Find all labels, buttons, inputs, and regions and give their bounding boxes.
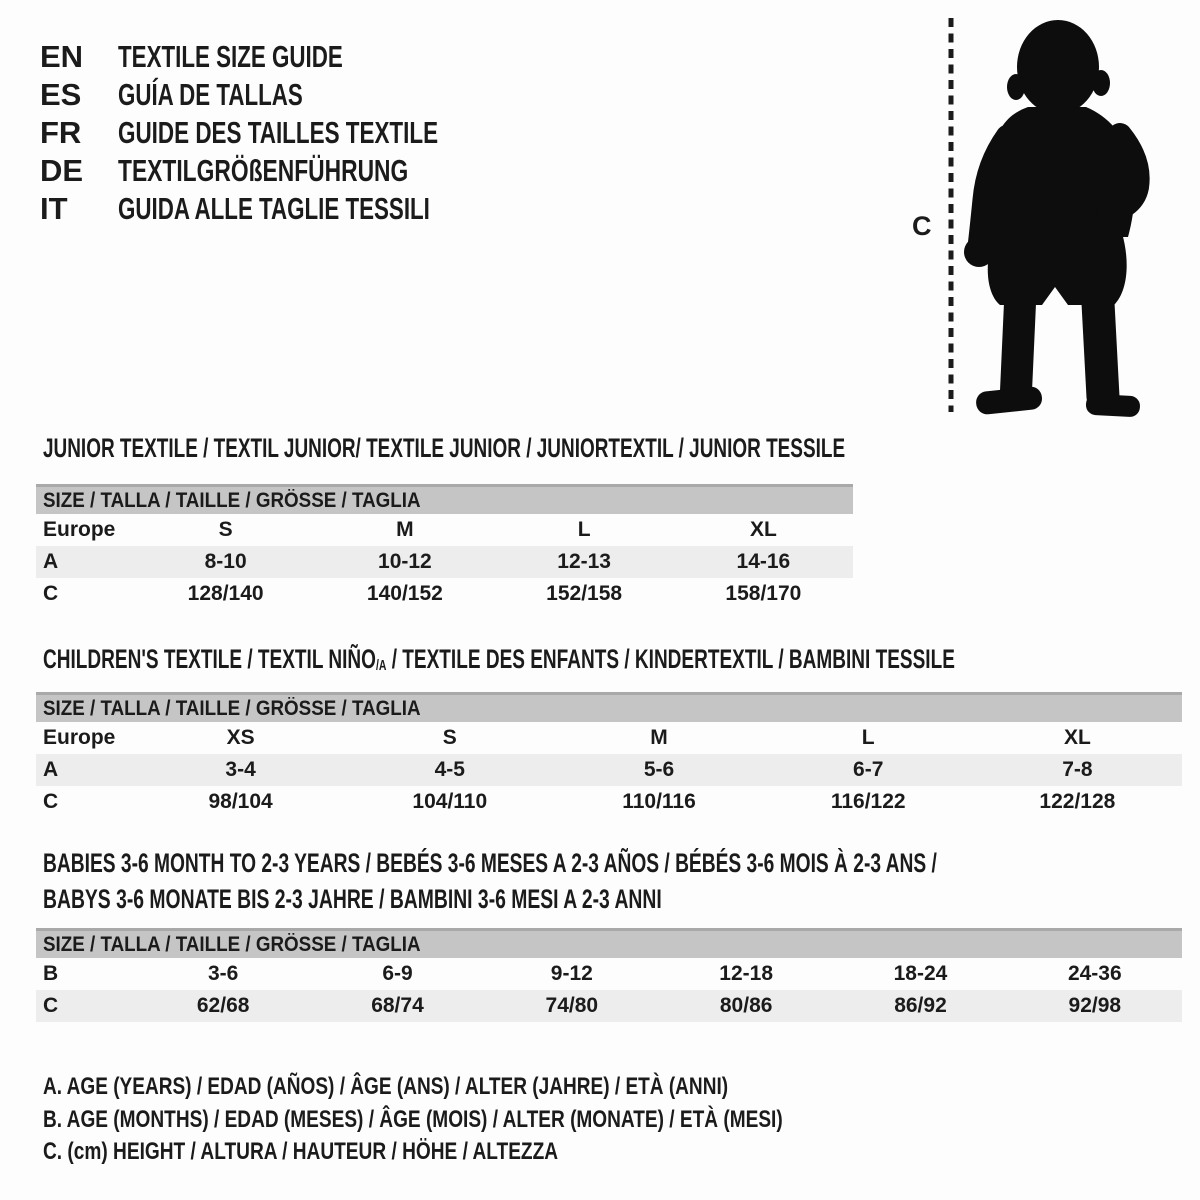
babies-size-table	[36, 928, 1182, 1022]
language-code: DE	[40, 153, 84, 188]
row-label: A	[43, 758, 59, 781]
guide-title-es: GUÍA DE TALLAS	[118, 77, 303, 112]
age-cell: 9-12	[550, 962, 593, 985]
children-size-table	[36, 692, 1182, 818]
legend-line-a: A. AGE (YEARS) / EDAD (AÑOS) / ÂGE (ANS) / ALTER (JAHRE) / ETÀ (ANNI)	[43, 1073, 729, 1100]
age-cell: 14-16	[736, 550, 791, 573]
toddler-silhouette	[890, 5, 1150, 425]
legend-line-c: C. (cm) HEIGHT / ALTURA / HAUTEUR / HÖHE / ALTEZZA	[43, 1138, 559, 1165]
size-header-label: SIZE / TALLA / TAILLE / GRÖSSE / TAGLIA	[43, 932, 421, 956]
size-header-bar	[36, 692, 1182, 722]
legend-line-b: B. AGE (MONTHS) / EDAD (MESES) / ÂGE (MOIS) / ALTER (MONATE) / ETÀ (MESI)	[43, 1106, 783, 1133]
height-cell: 80/86	[719, 994, 773, 1017]
row-label: Europe	[43, 726, 116, 749]
size-cell: XL	[1063, 726, 1091, 749]
age-cell: 8-10	[204, 550, 247, 573]
language-row-en	[40, 41, 430, 72]
size-header-bar	[36, 484, 853, 514]
height-cell: 158/170	[725, 582, 802, 605]
age-cell: 12-18	[719, 962, 774, 985]
size-header-bar	[36, 928, 1182, 958]
babies-section-title-line2: BABYS 3-6 MONATE BIS 2-3 JAHRE / BAMBINI 3-6 MESI A 2-3 ANNI	[43, 884, 662, 914]
table-row-height	[36, 990, 1182, 1022]
language-code: IT	[40, 191, 68, 226]
height-cell: 104/110	[412, 790, 488, 813]
table-row-age	[36, 754, 1182, 786]
height-cell: 128/140	[187, 582, 264, 605]
height-cell: 98/104	[208, 790, 273, 813]
height-cell: 92/98	[1068, 994, 1122, 1017]
guide-title-de: TEXTILGRÖßENFÜHRUNG	[118, 153, 409, 188]
babies-section-title-line1: BABIES 3-6 MONTH TO 2-3 YEARS / BEBÉS 3-6 MESES A 2-3 AÑOS / BÉBÉS 3-6 MOIS À 2-3 ANS /	[43, 848, 937, 878]
size-cell: XL	[749, 518, 777, 541]
height-cell: 116/122	[830, 790, 906, 813]
age-cell: 12-13	[557, 550, 611, 573]
language-code: ES	[40, 77, 82, 112]
size-cell: M	[396, 518, 414, 541]
row-label: Europe	[43, 518, 116, 541]
size-cell: S	[442, 726, 457, 749]
age-cell: 3-4	[225, 758, 256, 781]
height-cell: 152/158	[546, 582, 623, 605]
height-cell: 86/92	[894, 994, 947, 1017]
junior-section-title: JUNIOR TEXTILE / TEXTIL JUNIOR/ TEXTILE JUNIOR / JUNIORTEXTIL / JUNIOR TESSILE	[43, 433, 846, 463]
size-cell: L	[577, 518, 591, 541]
age-cell: 6-7	[853, 758, 884, 781]
size-header-label: SIZE / TALLA / TAILLE / GRÖSSE / TAGLIA	[43, 696, 421, 720]
age-cell: 7-8	[1062, 758, 1093, 781]
height-cell: 68/74	[371, 994, 424, 1017]
size-cell: XS	[226, 726, 255, 749]
height-cell: 74/80	[545, 994, 599, 1017]
age-cell: 3-6	[207, 962, 239, 985]
size-cell: M	[650, 726, 668, 749]
row-label: C	[43, 790, 59, 813]
height-cell: 62/68	[196, 994, 250, 1017]
guide-title-it: GUIDA ALLE TAGLIE TESSILI	[118, 191, 430, 226]
junior-size-table	[36, 484, 853, 610]
table-row-age	[36, 546, 853, 578]
table-row-europe	[36, 514, 853, 546]
language-row-de	[40, 155, 512, 186]
height-cell: 110/116	[622, 790, 696, 813]
age-cell: 5-6	[643, 758, 675, 781]
size-cell: S	[218, 518, 233, 541]
size-header-label: SIZE / TALLA / TAILLE / GRÖSSE / TAGLIA	[43, 488, 421, 512]
language-row-fr	[40, 117, 560, 148]
age-cell: 4-5	[434, 758, 465, 781]
children-title-prefix: CHILDREN'S TEXTILE / TEXTIL NIÑO	[43, 644, 376, 674]
table-row-age-months	[36, 958, 1182, 990]
language-row-es	[40, 79, 375, 110]
guide-title-en: TEXTILE SIZE GUIDE	[118, 39, 343, 74]
height-cell: 122/128	[1039, 790, 1116, 813]
age-cell: 10-12	[378, 550, 432, 573]
row-label: A	[43, 550, 59, 573]
height-cell: 140/152	[366, 582, 443, 605]
children-title-subscript: /A	[375, 657, 387, 674]
row-label: C	[43, 994, 59, 1017]
age-cell: 6-9	[382, 962, 413, 985]
table-row-height	[36, 578, 853, 610]
language-code: FR	[40, 115, 82, 150]
row-label: C	[43, 582, 59, 605]
language-code: EN	[40, 39, 84, 74]
children-title-suffix: / TEXTILE DES ENFANTS / KINDERTEXTIL / BAMBINI TESSILE	[386, 644, 955, 674]
age-cell: 18-24	[893, 962, 948, 985]
row-label: B	[43, 962, 59, 985]
language-row-it	[40, 193, 551, 224]
size-cell: L	[861, 726, 875, 749]
table-row-europe	[36, 722, 1182, 754]
table-row-height	[36, 786, 1182, 818]
children-section-title	[43, 646, 955, 680]
guide-title-fr: GUIDE DES TAILLES TEXTILE	[118, 115, 439, 150]
age-cell: 24-36	[1067, 962, 1122, 985]
height-measure-label: C	[912, 211, 932, 241]
